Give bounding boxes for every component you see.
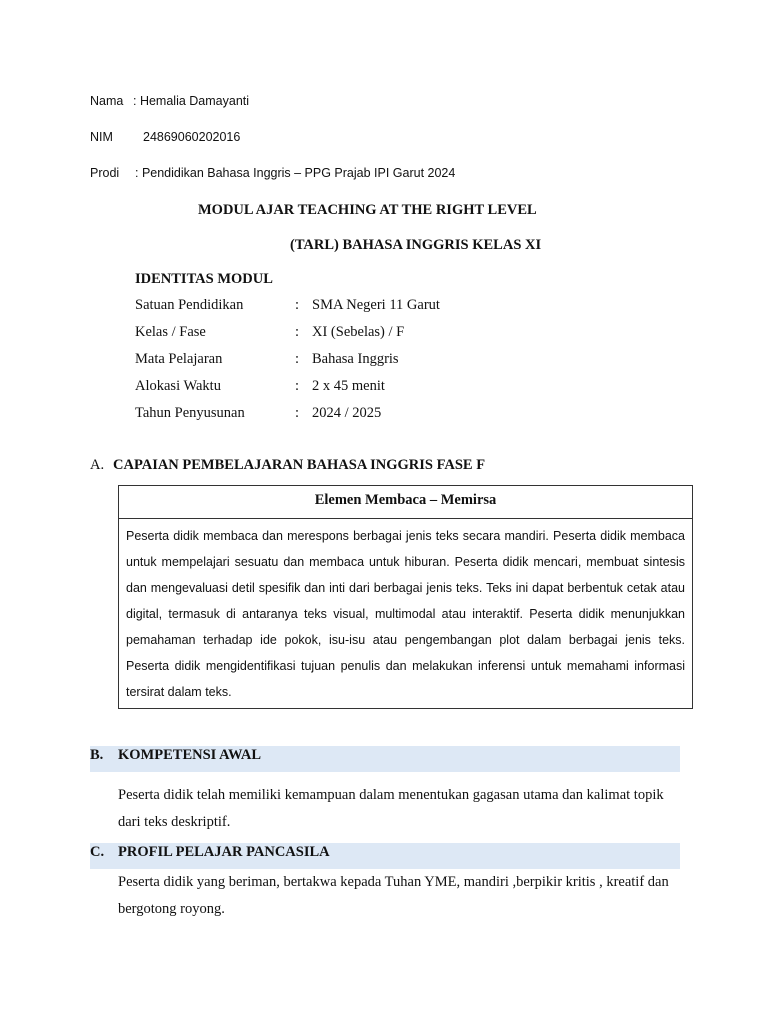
nama-value: : Hemalia Damayanti [133, 94, 250, 108]
nama-label: Nama [90, 94, 124, 108]
section-a-title: CAPAIAN PEMBELAJARAN BAHASA INGGRIS FASE F [113, 457, 486, 473]
prodi-value: : Pendidikan Bahasa Inggris – PPG Prajab IPI Garut 2024 [135, 166, 456, 180]
section-b-letter: B. [90, 747, 104, 763]
identitas-colon: : [295, 324, 300, 340]
capaian-table [118, 485, 693, 709]
module-title-line1: MODUL AJAR TEACHING AT THE RIGHT LEVEL [198, 202, 537, 218]
module-title-line2: (TARL) BAHASA INGGRIS KELAS XI [290, 237, 542, 253]
section-c-letter: C. [90, 844, 105, 860]
section-c-body: Peserta didik yang beriman, bertakwa kepada Tuhan YME, mandiri ,berpikir kritis , kreatif dan bergotong royong. [118, 874, 669, 917]
capaian-table-body: Peserta didik membaca dan merespons berbagai jenis teks secara mandiri. Peserta didik membaca untuk mempelajari sesuatu dan membaca untuk hiburan. Peserta didik mencari, membuat sintesis dan mengevaluasi detil spesifik dan inti dari berbagai jenis teks. Teks ini dapat berbentuk cetak atau digital, termasuk di antaranya teks visual, multimodal atau interaktif. Peserta didik menunjukkan pemahaman terhadap ide pokok, isu-isu atau pengembangan plot dalam berbagai jenis teks. Peserta didik mengidentifikasi tujuan penulis dan melakukan inferensi untuk memahami informasi tersirat dalam teks. [126, 529, 685, 699]
section-c-heading [90, 843, 680, 869]
identitas-value: 2024 / 2025 [312, 405, 382, 421]
identitas-value: SMA Negeri 11 Garut [312, 297, 440, 313]
nim-value: 24869060202016 [143, 130, 241, 144]
prodi-label: Prodi [90, 166, 120, 180]
identitas-colon: : [295, 378, 300, 394]
section-b-body: Peserta didik telah memiliki kemampuan dalam menentukan gagasan utama dan kalimat topik dari teks deskriptif. [118, 787, 664, 830]
section-c-title: PROFIL PELAJAR PANCASILA [118, 844, 330, 860]
identitas-colon: : [295, 351, 300, 367]
nim-label: NIM [90, 130, 113, 144]
identitas-colon: : [295, 297, 300, 313]
identitas-heading: IDENTITAS MODUL [135, 271, 273, 287]
identitas-value: XI (Sebelas) / F [312, 324, 405, 340]
section-b-heading [90, 746, 680, 772]
identitas-label: Mata Pelajaran [135, 351, 223, 367]
identitas-label: Tahun Penyusunan [135, 405, 245, 421]
identitas-value: Bahasa Inggris [312, 351, 399, 367]
identitas-value: 2 x 45 menit [312, 378, 385, 394]
section-a-letter: A. [90, 457, 105, 473]
identitas-colon: : [295, 405, 300, 421]
identitas-label: Satuan Pendidikan [135, 297, 244, 313]
identitas-label: Alokasi Waktu [135, 378, 221, 394]
section-b-title: KOMPETENSI AWAL [118, 747, 262, 763]
capaian-table-header: Elemen Membaca – Memirsa [119, 486, 692, 519]
identitas-label: Kelas / Fase [135, 324, 206, 340]
